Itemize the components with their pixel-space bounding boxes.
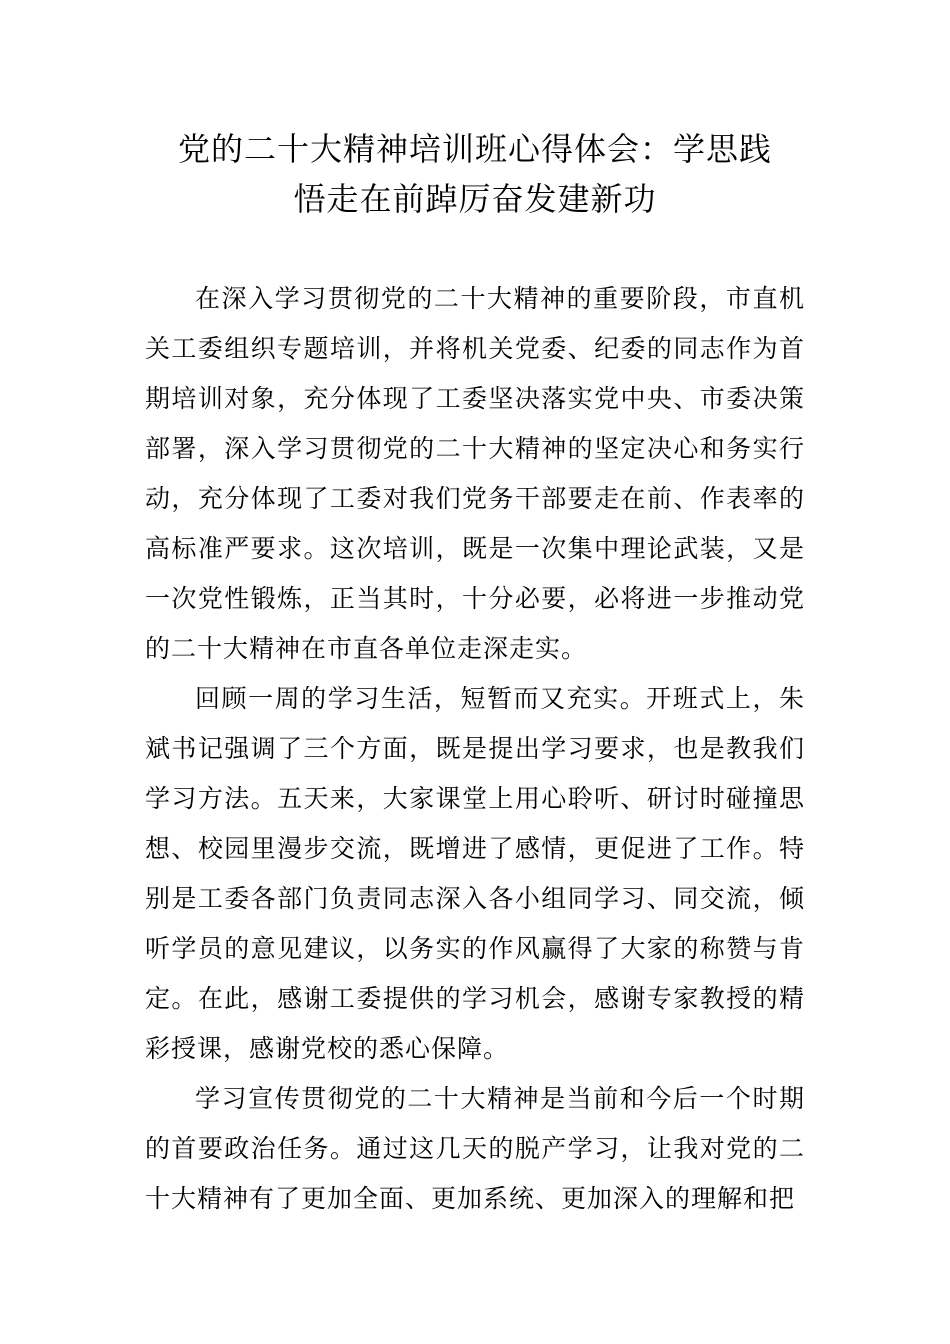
document-title [120, 124, 830, 224]
paragraph-3: 学习宣传贯彻党的二十大精神是当前和今后一个时期的首要政治任务。通过这几天的脱产学习，让我对党的二十大精神有了更加全面、更加系统、更加深入的理解和把 [145, 1084, 805, 1213]
title-line-2: 悟走在前踔厉奋发建新功 [293, 180, 657, 218]
title-line-1: 党的二十大精神培训班心得体会：学思践 [177, 130, 772, 168]
document-body [145, 274, 805, 1314]
paragraph-1: 在深入学习贯彻党的二十大精神的重要阶段，市直机关工委组织专题培训，并将机关党委、纪委的同志作为首期培训对象，充分体现了工委坚决落实党中央、市委决策部署，深入学习贯彻党的二十大精神的坚定决心和务实行动，充分体现了工委对我们党务干部要走在前、作表率的高标准严要求。这次培训，既是一次集中理论武装，又是一次党性锻炼，正当其时，十分必要，必将进一步推动党的二十大精神在市直各单位走深走实。 [145, 284, 805, 663]
paragraph-2: 回顾一周的学习生活，短暂而又充实。开班式上，朱斌书记强调了三个方面，既是提出学习要求，也是教我们学习方法。五天来，大家课堂上用心聆听、研讨时碰撞思想、校园里漫步交流，既增进了感情，更促进了工作。特别是工委各部门负责同志深入各小组同学习、同交流，倾听学员的意见建议，以务实的作风赢得了大家的称赞与肯定。在此，感谢工委提供的学习机会，感谢专家教授的精彩授课，感谢党校的悉心保障。 [145, 684, 805, 1063]
